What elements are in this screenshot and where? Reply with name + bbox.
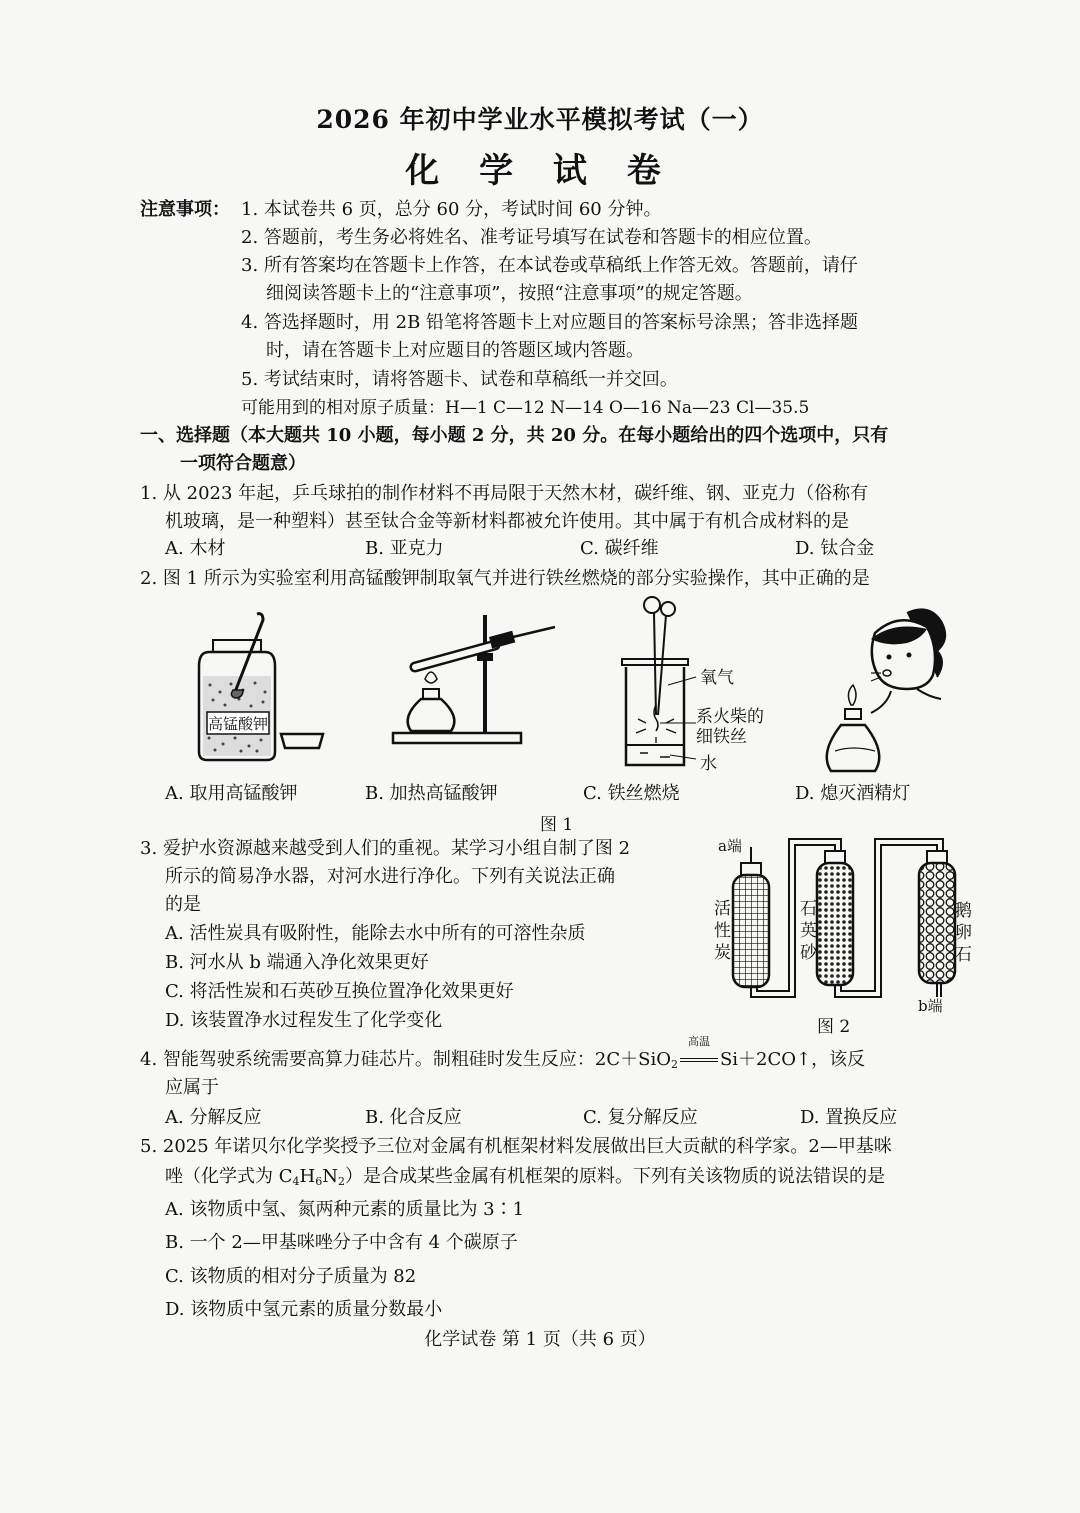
notes-item: 时，请在答题卡上对应题目的答题区域内答题。 [266, 340, 644, 361]
notes-item: 1. 本试卷共 6 页，总分 60 分，考试时间 60 分钟。 [241, 199, 662, 220]
q5-option-d: D. 该物质中氢元素的质量分数最小 [165, 1299, 443, 1320]
label-pebbles: 鹅 卵 石 [955, 901, 972, 965]
label-a-end: a端 [718, 837, 742, 855]
q5-option-c: C. 该物质的相对分子质量为 82 [165, 1266, 417, 1287]
figure1-lamp-illustration [825, 605, 965, 780]
q3-stem-cont: 的是 [165, 894, 201, 915]
q1-option-d: D. 钛合金 [795, 538, 875, 559]
q5-option-a: A. 该物质中氢、氮两种元素的质量比为 3∶1 [165, 1199, 525, 1220]
figure1-jar-illustration [195, 610, 335, 770]
figure2-caption: 图 2 [817, 1017, 851, 1037]
notes-item: 2. 答题前，考生务必将姓名、准考证号填写在试卷和答题卡的相应位置。 [241, 227, 822, 248]
subject-title: 化 学 试 卷 [405, 151, 675, 191]
q3-option-b: B. 河水从 b 端通入净化效果更好 [165, 952, 429, 973]
q4-option-d: D. 置换反应 [800, 1107, 898, 1128]
figure1-combustion-illustration [610, 595, 695, 775]
q3-stem: 3. 爱护水资源越来越受到人们的重视。某学习小组自制了图 2 [140, 838, 631, 859]
figure1-heating-illustration [385, 615, 560, 775]
notes-item: 5. 考试结束时，请将答题卡、试卷和草稿纸一并交回。 [241, 369, 678, 390]
notes-item: 3. 所有答案均在答题卡上作答，在本试卷或草稿纸上作答无效。答题前，请仔 [241, 255, 858, 276]
label-quartz-sand: 石 英 砂 [800, 899, 817, 963]
q1-stem-cont: 机玻璃，是一种塑料）甚至钛合金等新材料都被允许使用。其中属于有机合成材料的是 [165, 511, 849, 532]
page-footer: 化学试卷 第 1 页（共 6 页） [424, 1329, 656, 1350]
q3-option-c: C. 将活性炭和石英砂互换位置净化效果更好 [165, 981, 514, 1002]
exam-title: 2026 年初中学业水平模拟考试（一） [316, 105, 764, 134]
q4-stem: 4. 智能驾驶系统需要高算力硅芯片。制粗硅时发生反应：2C＋SiO$_2$ 高温 Si＋2CO↑，该反 [140, 1035, 866, 1071]
label-activated-carbon: 活 性 炭 [714, 899, 731, 963]
label-iron-wire-2: 细铁丝 [696, 727, 747, 747]
q3-option-a: A. 活性炭具有吸附性，能除去水中所有的可溶性杂质 [165, 923, 586, 944]
q1-option-a: A. 木材 [165, 538, 226, 559]
q1-option-b: B. 亚克力 [365, 538, 444, 559]
label-water: 水 [700, 754, 717, 774]
q2-option-c: C. 铁丝燃烧 [583, 783, 680, 804]
q5-stem: 5. 2025 年诺贝尔化学奖授予三位对金属有机框架材料发展做出巨大贡献的科学家。2—甲基咪 [140, 1136, 892, 1157]
label-oxygen: 氧气 [700, 668, 734, 688]
q3-stem-cont: 所示的简易净水器，对河水进行净化。下列有关说法正确 [165, 866, 615, 887]
notes-item: 4. 答选择题时，用 2B 铅笔将答题卡上对应题目的答案标号涂黑；答非选择题 [241, 312, 859, 333]
q1-stem: 1. 从 2023 年起，乒乓球拍的制作材料不再局限于天然木材，碳纤维、钢、亚克力（俗称有 [140, 483, 869, 504]
q2-stem: 2. 图 1 所示为实验室利用高锰酸钾制取氧气并进行铁丝燃烧的部分实验操作，其中正确的是 [140, 568, 870, 589]
atomic-masses: 可能用到的相对原子质量：H—1 C—12 N—14 O—16 Na—23 Cl—35.5 [241, 398, 810, 418]
section-heading: 一、选择题（本大题共 10 小题，每小题 2 分，共 20 分。在每小题给出的四个选项中，只有 [140, 425, 889, 446]
jar-label: 高锰酸钾 [207, 715, 269, 733]
q5-stem-cont: 唑（化学式为 $C_4H_6N_2$）是合成某些金属有机框架的原料。下列有关该物质的说法错误的是 [165, 1166, 885, 1188]
figure2-water-purifier [715, 835, 985, 1015]
label-b-end: b端 [918, 997, 943, 1015]
q2-option-b: B. 加热高锰酸钾 [365, 783, 498, 804]
q3-option-d: D. 该装置净水过程发生了化学变化 [165, 1010, 443, 1031]
label-iron-wire-1: 系火柴的 [696, 707, 764, 727]
section-heading-cont: 一项符合题意） [180, 453, 306, 474]
q4-option-a: A. 分解反应 [165, 1107, 262, 1128]
q4-option-c: C. 复分解反应 [583, 1107, 698, 1128]
notes-item: 细阅读答题卡上的“注意事项”，按照“注意事项”的规定答题。 [266, 283, 753, 304]
figure1-caption: 图 1 [540, 815, 574, 835]
q1-option-c: C. 碳纤维 [580, 538, 659, 559]
q4-option-b: B. 化合反应 [365, 1107, 462, 1128]
notes-label: 注意事项： [140, 199, 230, 220]
q5-option-b: B. 一个 2—甲基咪唑分子中含有 4 个碳原子 [165, 1232, 518, 1253]
q4-stem-cont: 应属于 [165, 1077, 219, 1098]
q2-option-a: A. 取用高锰酸钾 [165, 783, 298, 804]
q2-option-d: D. 熄灭酒精灯 [795, 783, 911, 804]
